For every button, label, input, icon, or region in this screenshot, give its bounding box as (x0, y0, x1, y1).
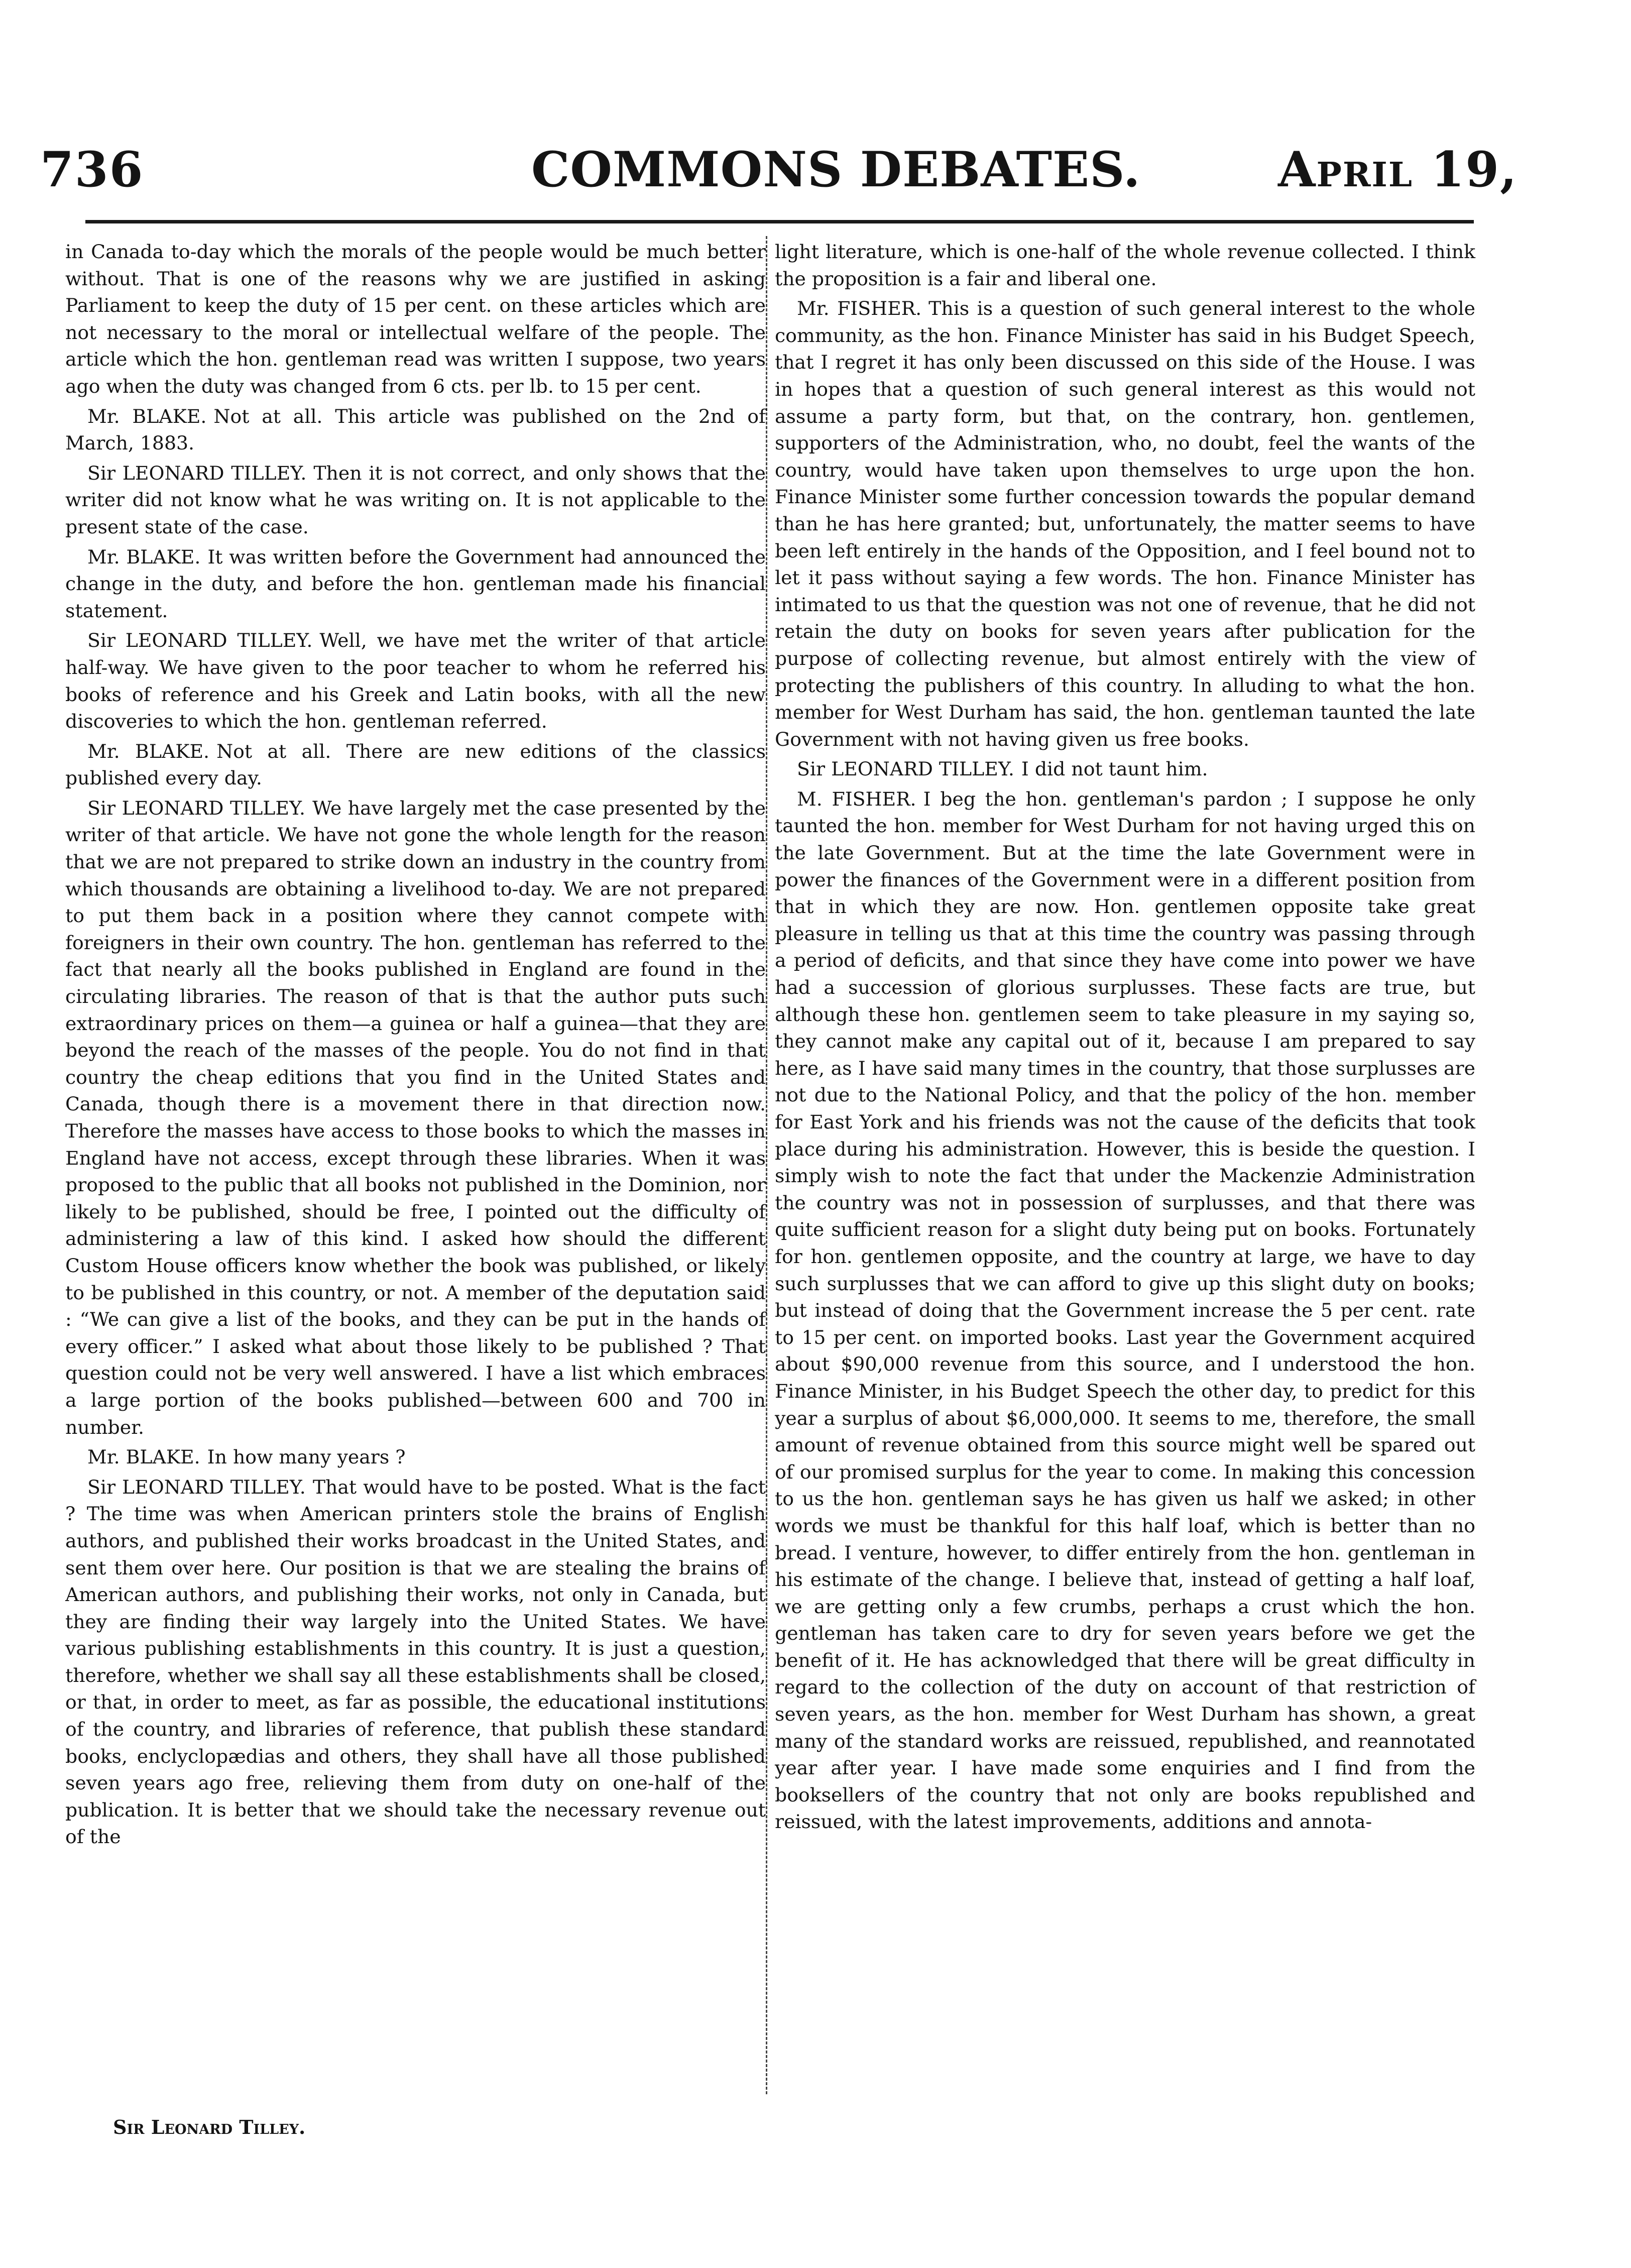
speaker-name: Sir LEONARD TILLEY. (87, 462, 307, 484)
page-date: April 19, (1278, 141, 1518, 198)
speaker-name: Mr. FISHER. (797, 297, 922, 320)
publication-title: COMMONS DEBATES. (531, 141, 1141, 198)
paragraph (775, 239, 1475, 292)
speaker-name: Mr. BLAKE. (87, 405, 207, 427)
right-column (775, 239, 1475, 1839)
speaker-name: M. FISHER. (797, 787, 916, 810)
speaker-name: Sir LEONARD TILLEY. (87, 797, 306, 819)
speaker-name: Sir LEONARD TILLEY. (797, 758, 1014, 780)
paragraph (775, 295, 1475, 753)
speaker-name: Mr. BLAKE. (87, 1446, 200, 1468)
paragraph (65, 795, 766, 1441)
paragraph-text: Then it is not correct, and only shows that the writer did not know what he was writing on. It is not applicable to the present state of the case. (65, 462, 766, 538)
paragraph (65, 1444, 766, 1471)
column-divider (766, 236, 767, 2094)
paragraph-text: It was written before the Government had announced the change in the duty, and before the hon. gentleman made his financial statement. (65, 545, 766, 622)
paragraph-text: I did not taunt him. (1021, 758, 1208, 780)
paragraph-text: in Canada to-day which the morals of the people would be much better without. That is one of the reasons why we are justified in asking Parliament to keep the duty of 15 per cent. on these articles which are not necessary to the moral or intellectual welfare of the people. The article which the hon. gentleman read was written I suppose, two years ago when the duty was changed from 6 cts. per lb. to 15 per cent. (65, 241, 766, 397)
paragraph (65, 239, 766, 400)
paragraph-text: We have largely met the case presented by the writer of that article. We have not gone the whole length for the reason that we are not prepared to strike down an industry in the country from which thousands are obtaining a livelihood to-day. We are not prepared to put them back in a position where they cannot compete with foreigners in their own country. The hon. gentleman has referred to the fact that nearly all the books published in England are found in the circulating libraries. The reason of that is that the author puts such extraordinary prices on them—a guinea or half a guinea—that they are beyond the reach of the masses of the people. You do not find in that country the cheap editions that you find in the United States and Canada, though there is a movement there in that direction now. Therefore the masses have access to those books to which the masses in England have not access, except through these libraries. When it was proposed to the public that all books not published in the Dominion, nor likely to be published, should be free, I pointed out the difficulty of administering a law of this kind. I asked how should the different Custom House officers know whether the book was published, or likely to be published in this country, or not. A member of the deputation said : “We can give a list of the books, and they can be put in the hands of every officer.” I asked what about those likely to be published ? That question could not be very well answered. I have a list which embraces a large portion of the books published—between 600 and 700 in number. (65, 797, 766, 1438)
footer-running-name: Sir Leonard Tilley. (113, 2116, 306, 2138)
header-rule (85, 220, 1474, 223)
paragraph (65, 403, 766, 457)
paragraph (65, 460, 766, 541)
speaker-name: Sir LEONARD TILLEY. (87, 629, 313, 652)
page-number: 736 (40, 141, 144, 198)
paragraph-text: I beg the hon. gentleman's pardon ; I suppose he only taunted the hon. member for West Durham for not having urged this on the late Government. But at the time the late Government were in power the finances of the Government were in a different position from that in which they are now. Hon. gentlemen opposite take great pleasure in telling us that at this time the country was passing through a period of deficits, and that since they have come into power we have had a succession of glorious surplusses. These facts are true, but although these hon. gentlemen seem to take pleasure in my saying so, they cannot make any capital out of it, because I am prepared to say here, as I have said many times in the country, that those surplusses are not due to the National Policy, and that the policy of the hon. member for East York and his friends was not the cause of the deficits that took place during his administration. However, this is beside the question. I simply wish to note the fact that under the Mackenzie Administration the country was not in possession of surplusses, and that there was quite sufficient reason for a slight duty being put on books. Fortunately for hon. gentlemen opposite, and the country at large, we have to day such surplusses that we can afford to give up this slight duty on books; but instead of doing that the Government increase the 5 per cent. rate to 15 per cent. on imported books. Last year the Government acquired about $90,000 revenue from this source, and I understood the hon. Finance Minister, in his Budget Speech the other day, to predict for this year a surplus of about $6,000,000. It seems to me, therefore, the small amount of revenue obtained from this source might well be spared out of our promised surplus for the year to come. In making this concession to us the hon. gentleman says he has given us half we asked; in other words we must be thankful for this half loaf, which is better than no bread. I venture, however, to differ entirely from the hon. gentleman in his estimate of the change. I believe that, instead of getting a half loaf, we are getting only a few crumbs, perhaps a crust which the hon. gentleman has taken care to dry for seven years before we get the benefit of it. He has acknowledged that there will be great difficulty in regard to the collection of the duty on account of that restriction of seven years, as the hon. member for West Durham has shown, a great many of the standard works are reissued, republished, and reannotated year after year. I have made some enquiries and I find from the booksellers of the country that not only are books republished and reissued, with the latest improvements, additions and annota- (775, 787, 1475, 1833)
speaker-name: Mr. BLAKE. (87, 545, 201, 568)
paragraph (65, 544, 766, 625)
paragraph (65, 1474, 766, 1851)
paragraph-text: light literature, which is one-half of the whole revenue collected. I think the proposition is a fair and liberal one. (775, 241, 1475, 290)
paragraph (65, 738, 766, 792)
speaker-name: Sir LEONARD TILLEY. (87, 1476, 306, 1498)
left-column (65, 239, 766, 1854)
paragraph-text: Well, we have met the writer of that article half-way. We have given to the poor teacher to whom he referred his books of reference and his Greek and Latin books, with all the new discoveries to which the hon. gentleman referred. (65, 629, 766, 733)
paragraph-text: Not at all. This article was published on the 2nd of March, 1883. (65, 405, 766, 455)
paragraph-text: This is a question of such general interest to the whole community, as the hon. Finance Minister has said in his Budget Speech, that I regret it has only been discussed on this side of the House. I was in hopes that a question of such general interest as this would not assume a party form, but that, on the contrary, hon. gentlemen, supporters of the Administration, who, no doubt, feel the wants of the country, would have taken upon themselves to urge upon the hon. Finance Minister some further concession towards the popular demand than he has here granted; but, unfortunately, the matter seems to have been left entirely in the hands of the Opposition, and I feel bound not to let it pass without saying a few words. The hon. Finance Minister has intimated to us that the question was not one of revenue, that he did not retain the duty on books for seven years after publication for the purpose of collecting revenue, but almost entirely with the view of protecting the publishers of this country. In alluding to what the hon. member for West Durham has said, the hon. gentleman taunted the late Government with not having given us free books. (775, 297, 1475, 750)
paragraph-text: In how many years ? (207, 1446, 406, 1468)
speaker-name: Mr. BLAKE. (87, 740, 210, 762)
paragraph-text: That would have to be posted. What is the fact ? The time was when American printers stole the brains of English authors, and published their works broadcast in the United States, and sent them over here. Our position is that we are stealing the brains of American authors, and publishing their works, not only in Canada, but they are finding their way largely into the United States. We have various publishing establishments in this country. It is just a question, therefore, whether we shall say all these establishments shall be closed, or that, in order to meet, as far as possible, the educational institutions of the country, and libraries of reference, that publish these standard books, enclyclopædias and others, they shall have all those published seven years ago free, relieving them from duty on one-half of the publication. It is better that we should take the necessary revenue out of the (65, 1476, 766, 1848)
paragraph (65, 627, 766, 735)
paragraph-text: Not at all. There are new editions of the classics published every day. (65, 740, 766, 789)
paragraph (775, 786, 1475, 1836)
paragraph (775, 756, 1475, 783)
